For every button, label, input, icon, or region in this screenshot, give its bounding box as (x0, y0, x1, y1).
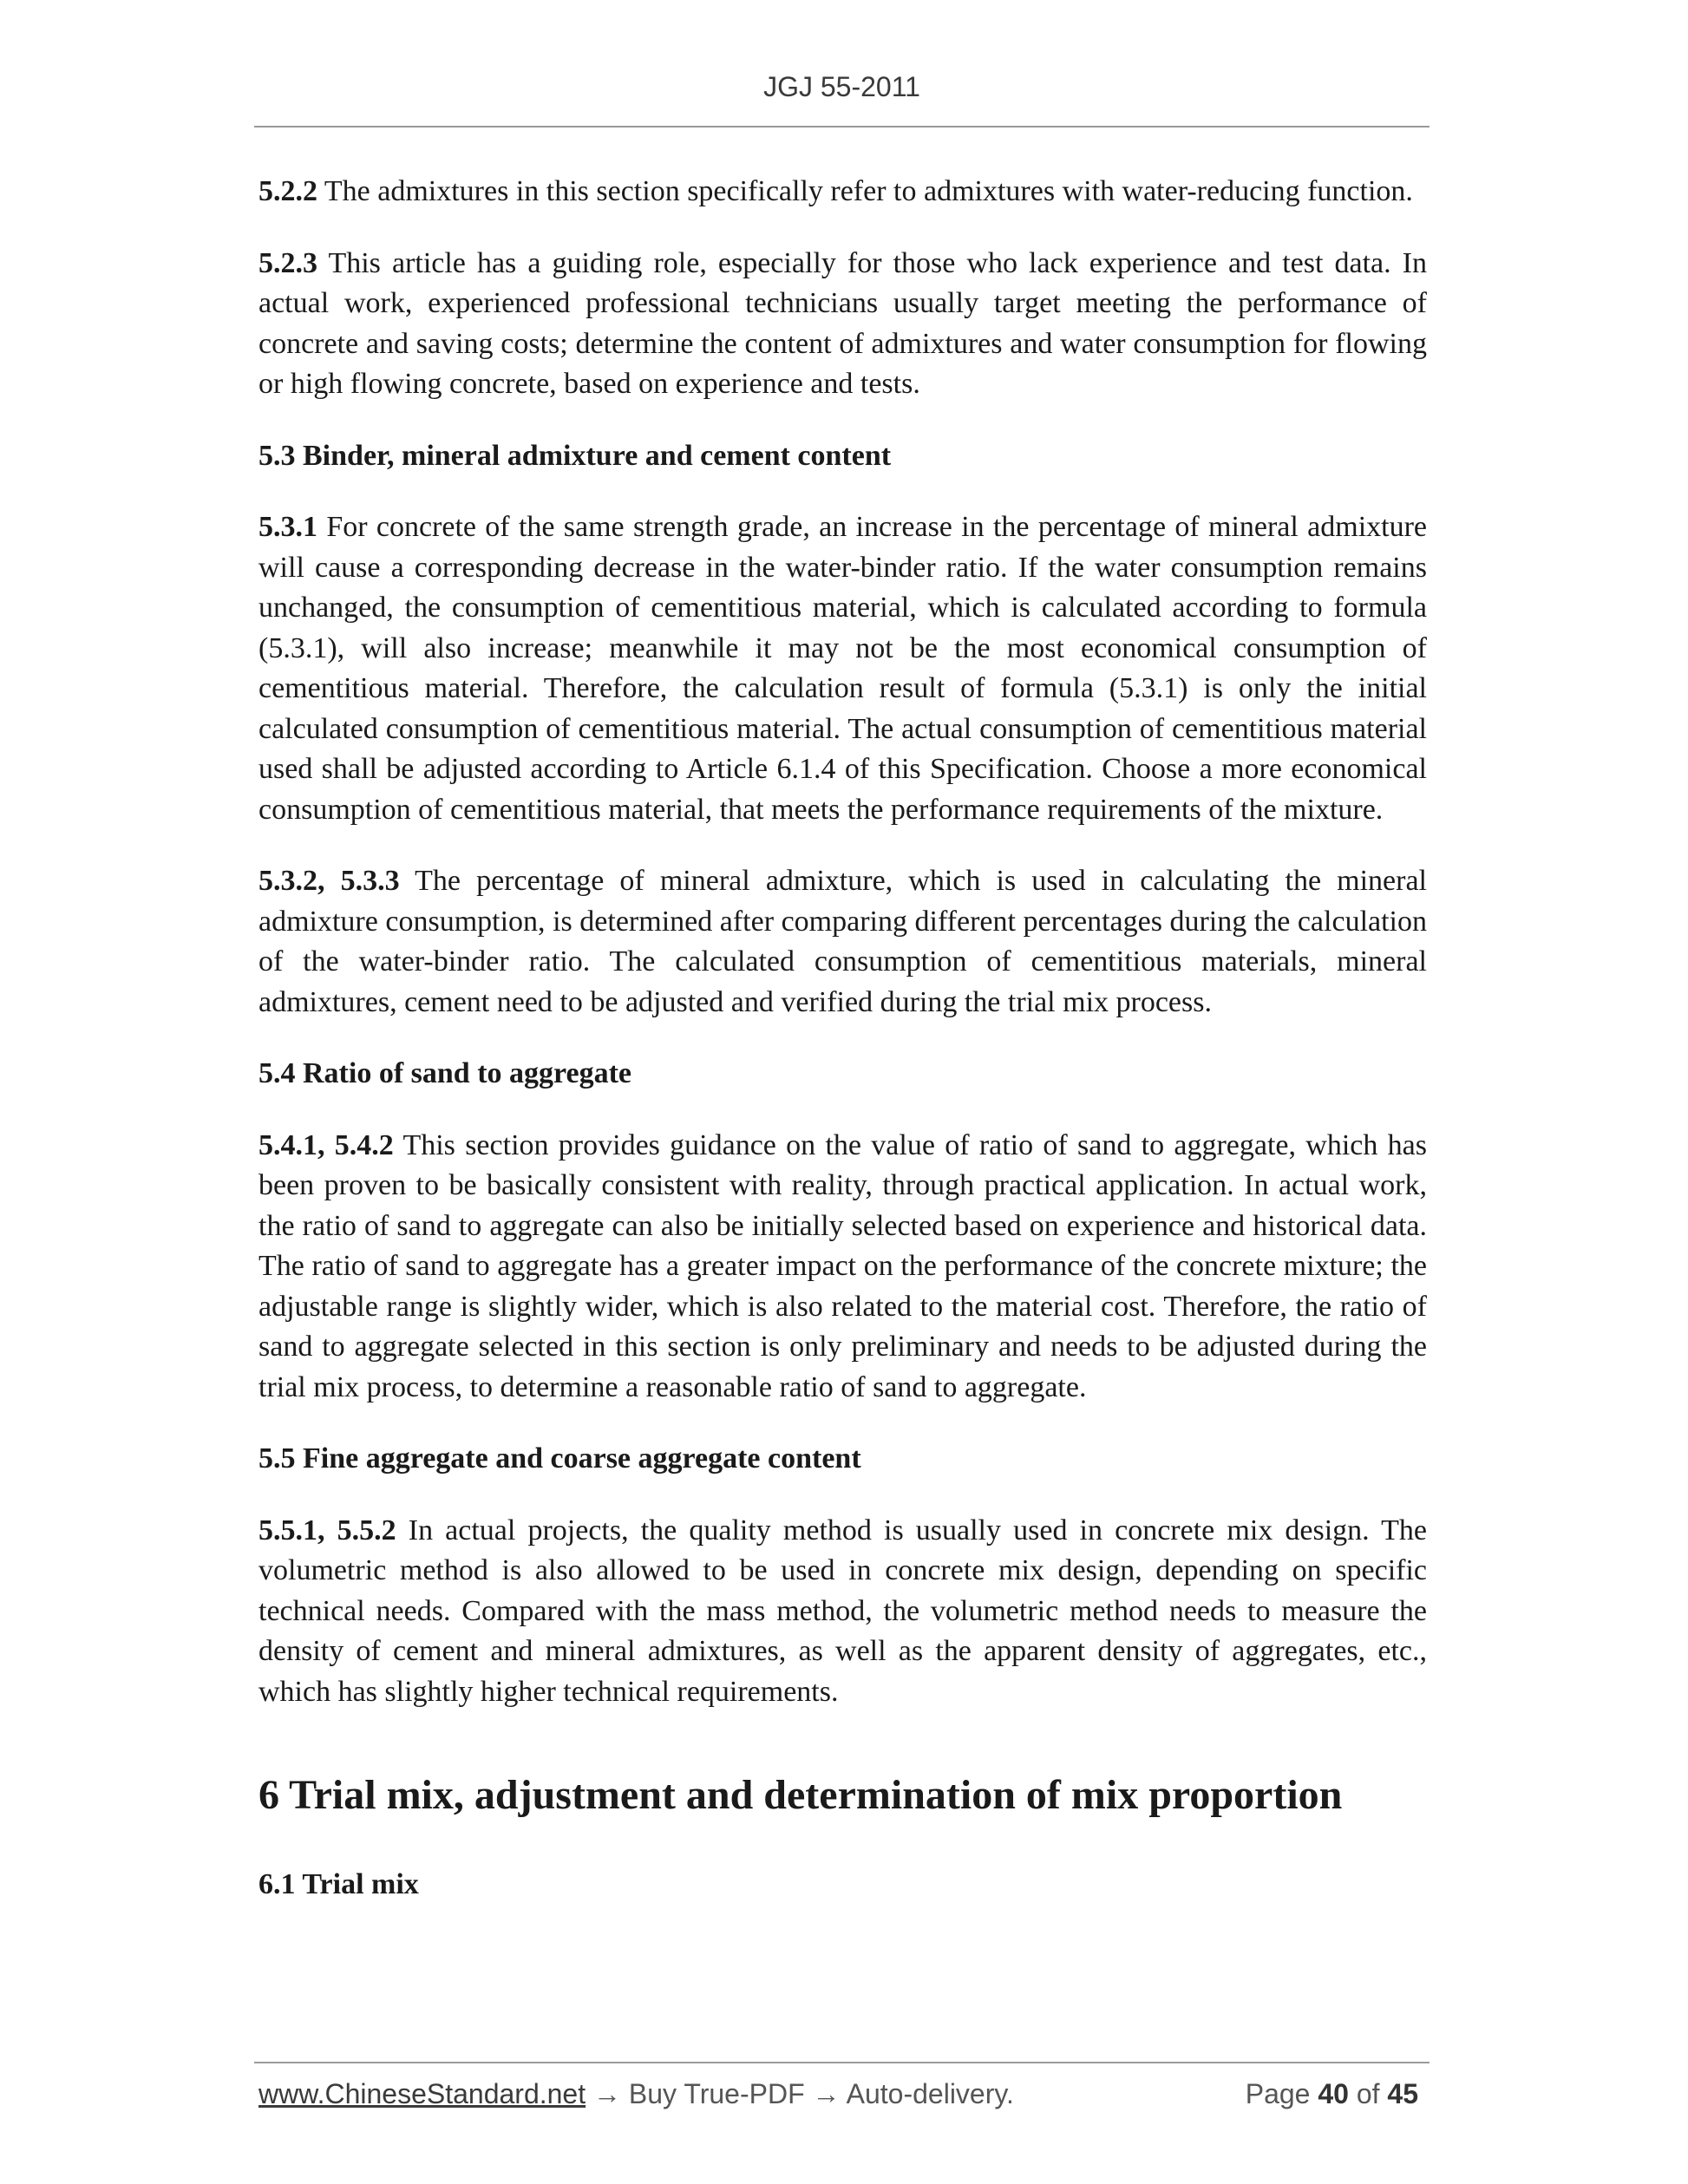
page-label: Page (1245, 2078, 1311, 2109)
clause-number: 5.4.1, 5.4.2 (258, 1128, 394, 1161)
clause-number: 5.2.2 (258, 175, 317, 207)
document-body (258, 172, 1427, 1937)
footer-divider (254, 2062, 1430, 2063)
clause-number: 5.2.3 (258, 246, 317, 279)
clause-5-4-1 (258, 1126, 1427, 1409)
clause-text: This article has a guiding role, especially for those who lack experience and test data. In actual work, experienced professional technicians usually target meeting the performance of concrete and saving costs; determine the content of admixtures and water consumption for flowing or high flowing concrete, based on experience and tests. (258, 246, 1427, 400)
clause-5-3-2 (258, 861, 1427, 1023)
header-divider (254, 126, 1430, 128)
chapter-heading-6: 6 Trial mix, adjustment and determination of mix proportion (258, 1772, 1343, 1818)
section-heading-5-5: 5.5 Fine aggregate and coarse aggregate content (258, 1442, 861, 1475)
total-pages: 45 (1387, 2078, 1418, 2109)
clause-number: 5.5.1, 5.5.2 (258, 1514, 396, 1546)
clause-5-5-1 (258, 1511, 1427, 1713)
page-indicator (1246, 2078, 1418, 2110)
clause-number: 5.3.1 (258, 511, 317, 543)
page-footer (258, 2078, 1427, 2116)
clause-5-2-3 (258, 244, 1427, 405)
clause-text: In actual projects, the quality method is usually used in concrete mix design. The volumetric method is also allowed to be used in concrete mix design, depending on specific technical needs. Compared with the mass method, the volumetric method needs to measure the density of cement and mineral admixtures, as well as the apparent density of aggregates, etc., which has slightly higher technical requirements. (258, 1514, 1428, 1708)
of-label: of (1356, 2078, 1380, 2109)
current-page: 40 (1318, 2078, 1349, 2109)
section-heading-5-3: 5.3 Binder, mineral admixture and cement content (258, 439, 892, 472)
clause-5-3-1 (258, 507, 1427, 830)
clause-text: The admixtures in this section specifically refer to admixtures with water-reducing function. (317, 175, 1413, 207)
clause-text: This section provides guidance on the value of ratio of sand to aggregate, which has been proven to be basically consistent with reality, through practical application. In actual work, the ratio of sand to aggregate can also be initially selected based on experience and historical data. The ratio of sand to aggregate has a greater impact on the performance of the concrete mixture; the adjustable range is slightly wider, which is also related to the material cost. Therefore, the ratio of sand to aggregate selected in this section is only preliminary and needs to be adjusted during the trial mix process, to determine a reasonable ratio of sand to aggregate. (258, 1128, 1427, 1403)
clause-text: The percentage of mineral admixture, which is used in calculating the mineral admixture consumption, is determined after comparing different percentages during the calculation of the water-binder ratio. The calculated consumption of cementitious materials, mineral admixtures, cement need to be adjusted and verified during the trial mix process. (258, 865, 1428, 1018)
clause-text: For concrete of the same strength grade, an increase in the percentage of mineral admixture will cause a corresponding decrease in the water-binder ratio. If the water consumption remains unchanged, the consumption of cementitious material, which is calculated according to formula (5.3.1), will also increase; meanwhile it may not be the most economical consumption of cementitious material. Therefore, the calculation result of formula (5.3.1) is only the initial calculated consumption of cementitious material. The actual consumption of cementitious material used shall be adjusted according to Article 6.1.4 of this Specification. Choose a more economical consumption of cementitious material, that meets the performance requirements of the mixture. (258, 511, 1427, 826)
promo-text: → Buy True-PDF → Auto-delivery. (586, 2078, 1014, 2109)
footer-promo (258, 2078, 1014, 2110)
section-heading-5-4: 5.4 Ratio of sand to aggregate (258, 1057, 631, 1089)
section-heading-6-1: 6.1 Trial mix (258, 1868, 419, 1900)
running-header: JGJ 55-2011 (763, 71, 920, 102)
clause-5-2-2 (258, 172, 1427, 213)
clause-number: 5.3.2, 5.3.3 (258, 865, 400, 897)
website-link[interactable]: www.ChineseStandard.net (258, 2078, 586, 2109)
